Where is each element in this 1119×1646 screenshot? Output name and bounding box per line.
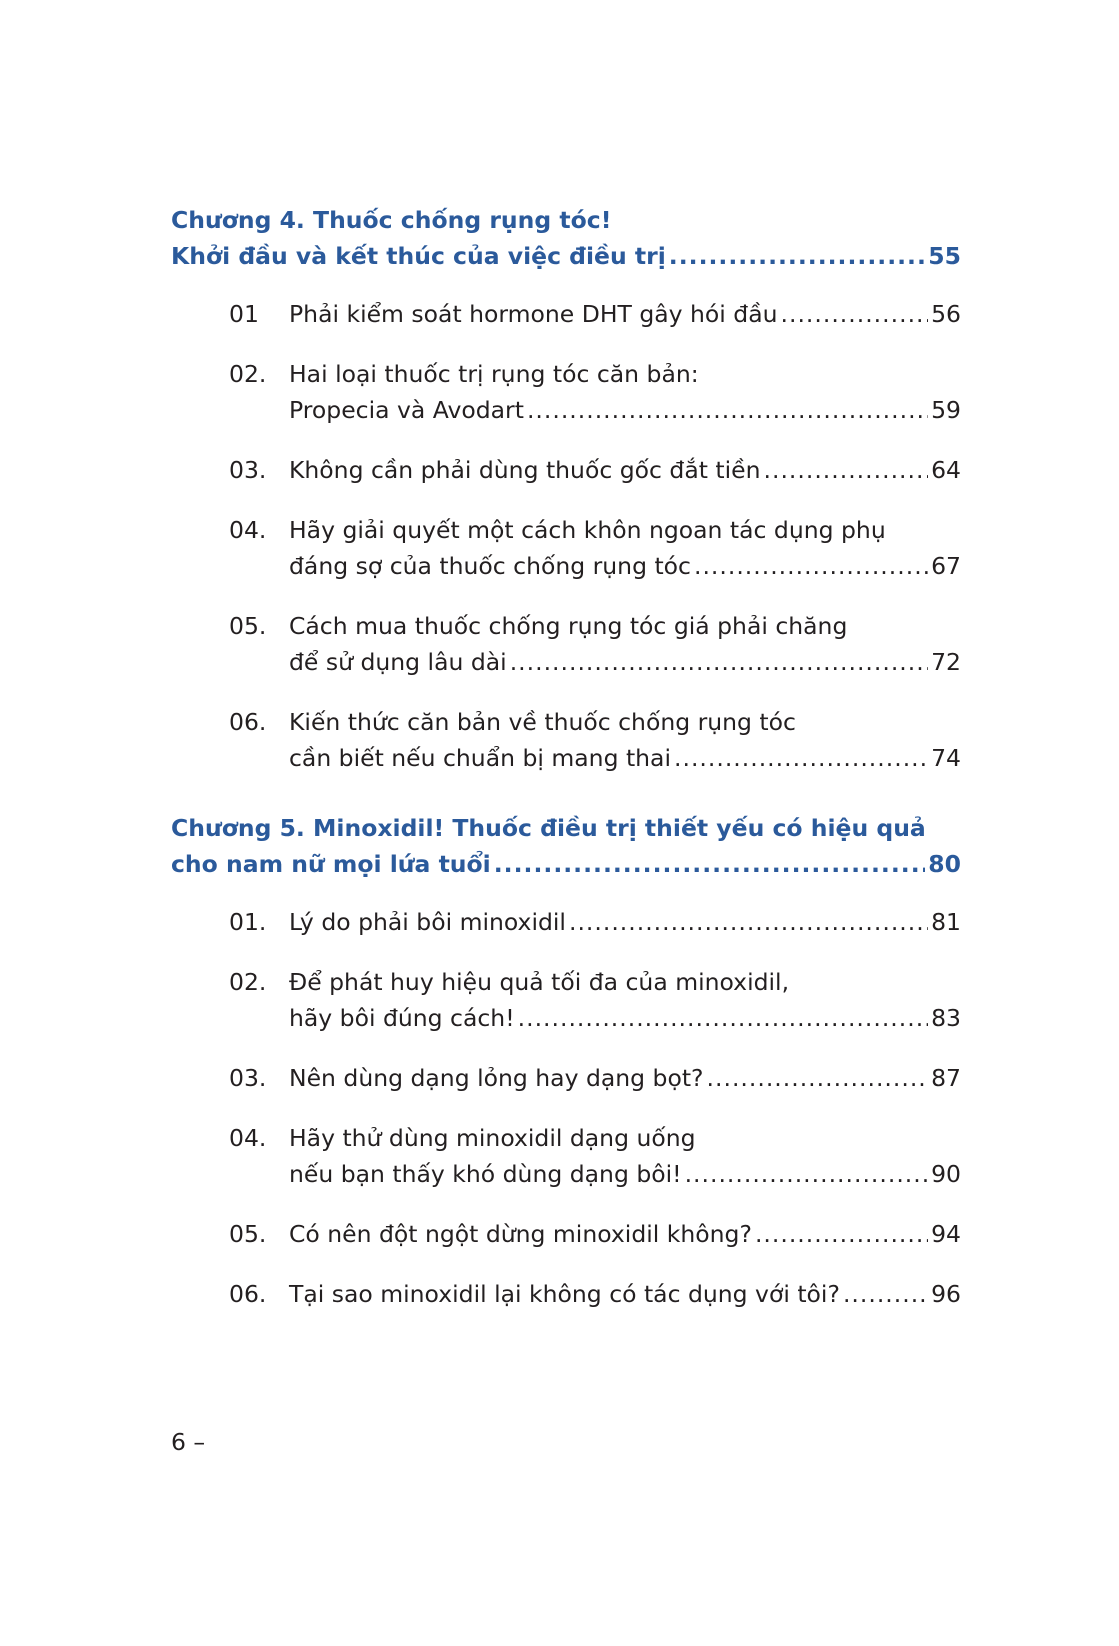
entry-leader bbox=[289, 1060, 961, 1096]
entry-page-number: 90 bbox=[931, 1160, 961, 1188]
entry-number: 04. bbox=[229, 516, 267, 544]
entry-title: Có nên đột ngột dừng minoxidil không? bbox=[289, 1220, 752, 1248]
entry-body bbox=[289, 512, 961, 584]
entry-number: 06. bbox=[229, 1280, 267, 1308]
entry-page-number: 67 bbox=[931, 552, 961, 580]
dot-leader bbox=[674, 740, 928, 776]
chapter-title-leader bbox=[171, 846, 961, 882]
entry-title-line1: Để phát huy hiệu quả tối đa của minoxidil, bbox=[289, 968, 790, 996]
entry-page-number: 72 bbox=[931, 648, 961, 676]
entry-page-number: 96 bbox=[931, 1280, 961, 1308]
dot-leader bbox=[781, 296, 929, 332]
chapter-title-line1: Chương 5. Minoxidil! Thuốc điều trị thiết yếu có hiệu quả bbox=[171, 814, 926, 842]
entry-page-number: 74 bbox=[931, 744, 961, 772]
dot-leader bbox=[764, 452, 929, 488]
toc-entry bbox=[171, 296, 961, 332]
entry-title: Không cần phải dùng thuốc gốc đắt tiền bbox=[289, 456, 761, 484]
entry-title: nếu bạn thấy khó dùng dạng bôi! bbox=[289, 1160, 682, 1188]
entry-title: Lý do phải bôi minoxidil bbox=[289, 908, 566, 936]
entry-number: 03. bbox=[229, 1064, 267, 1092]
entry-title-line1: Hãy thử dùng minoxidil dạng uống bbox=[289, 1124, 696, 1152]
entry-title: để sử dụng lâu dài bbox=[289, 648, 507, 676]
entry-leader bbox=[289, 1156, 961, 1192]
entry-title-line1: Hai loại thuốc trị rụng tóc căn bản: bbox=[289, 360, 699, 388]
chapter-title-leader bbox=[171, 238, 961, 274]
entry-number: 02. bbox=[229, 968, 267, 996]
entry-body bbox=[289, 904, 961, 940]
toc-entry bbox=[171, 704, 961, 776]
page-number-footer: 6 – bbox=[171, 1428, 206, 1456]
dot-leader bbox=[707, 1060, 929, 1096]
entry-title: cần biết nếu chuẩn bị mang thai bbox=[289, 744, 671, 772]
dot-leader bbox=[669, 238, 926, 274]
dot-leader bbox=[518, 1000, 928, 1036]
entry-leader bbox=[289, 548, 961, 584]
entry-title: hãy bôi đúng cách! bbox=[289, 1004, 515, 1032]
chapter-page-number: 55 bbox=[928, 242, 961, 270]
entry-page-number: 81 bbox=[931, 908, 961, 936]
entry-page-number: 83 bbox=[931, 1004, 961, 1032]
toc-entry bbox=[171, 356, 961, 428]
entry-number: 02. bbox=[229, 360, 267, 388]
entry-body bbox=[289, 608, 961, 680]
entry-body bbox=[289, 452, 961, 488]
chapter-title-line2: Khởi đầu và kết thúc của việc điều trị bbox=[171, 242, 666, 270]
entry-title-line1: Hãy giải quyết một cách khôn ngoan tác dụng phụ bbox=[289, 516, 886, 544]
chapter-title-line1: Chương 4. Thuốc chống rụng tóc! bbox=[171, 206, 612, 234]
entry-number: 01. bbox=[229, 908, 267, 936]
entry-title-line1: Kiến thức căn bản về thuốc chống rụng tóc bbox=[289, 708, 796, 736]
dot-leader bbox=[569, 904, 928, 940]
entry-leader bbox=[289, 904, 961, 940]
entry-leader bbox=[289, 1000, 961, 1036]
chapter-title-line2: cho nam nữ mọi lứa tuổi bbox=[171, 850, 491, 878]
toc-entry bbox=[171, 1120, 961, 1192]
entry-body bbox=[289, 1060, 961, 1096]
entry-page-number: 64 bbox=[931, 456, 961, 484]
dot-leader bbox=[694, 548, 928, 584]
dot-leader bbox=[527, 392, 928, 428]
dot-leader bbox=[510, 644, 928, 680]
entry-leader bbox=[289, 644, 961, 680]
dot-leader bbox=[494, 846, 926, 882]
entry-body bbox=[289, 704, 961, 776]
entry-title-line1: Cách mua thuốc chống rụng tóc giá phải chăng bbox=[289, 612, 848, 640]
entry-body bbox=[289, 964, 961, 1036]
entry-number: 04. bbox=[229, 1124, 267, 1152]
toc-entry bbox=[171, 512, 961, 584]
chapter-heading bbox=[171, 810, 961, 882]
entry-page-number: 94 bbox=[931, 1220, 961, 1248]
entry-body bbox=[289, 1276, 961, 1312]
toc-entry bbox=[171, 608, 961, 680]
toc-entry bbox=[171, 904, 961, 940]
entry-page-number: 59 bbox=[931, 396, 961, 424]
toc-entry bbox=[171, 1216, 961, 1252]
entry-title: Phải kiểm soát hormone DHT gây hói đầu bbox=[289, 300, 778, 328]
dot-leader bbox=[685, 1156, 929, 1192]
entry-leader bbox=[289, 296, 961, 332]
entry-title: Nên dùng dạng lỏng hay dạng bọt? bbox=[289, 1064, 704, 1092]
entry-leader bbox=[289, 1216, 961, 1252]
entry-title: Tại sao minoxidil lại không có tác dụng với tôi? bbox=[289, 1280, 840, 1308]
entry-page-number: 87 bbox=[931, 1064, 961, 1092]
toc-entry bbox=[171, 452, 961, 488]
toc-entry bbox=[171, 1060, 961, 1096]
entry-leader bbox=[289, 1276, 961, 1312]
entry-body bbox=[289, 356, 961, 428]
entry-body bbox=[289, 296, 961, 332]
entry-leader bbox=[289, 392, 961, 428]
dot-leader bbox=[843, 1276, 928, 1312]
entry-leader bbox=[289, 452, 961, 488]
entry-body bbox=[289, 1120, 961, 1192]
entry-title: đáng sợ của thuốc chống rụng tóc bbox=[289, 552, 691, 580]
entry-leader bbox=[289, 740, 961, 776]
entry-page-number: 56 bbox=[931, 300, 961, 328]
chapter-heading bbox=[171, 202, 961, 274]
chapter-page-number: 80 bbox=[928, 850, 961, 878]
entry-number: 05. bbox=[229, 1220, 267, 1248]
entry-title: Propecia và Avodart bbox=[289, 396, 524, 424]
entry-number: 06. bbox=[229, 708, 267, 736]
entry-number: 05. bbox=[229, 612, 267, 640]
entry-number: 03. bbox=[229, 456, 267, 484]
entry-body bbox=[289, 1216, 961, 1252]
toc-entry bbox=[171, 1276, 961, 1312]
dot-leader bbox=[755, 1216, 928, 1252]
toc-entry bbox=[171, 964, 961, 1036]
entry-number: 01 bbox=[229, 300, 259, 328]
table-of-contents bbox=[171, 202, 961, 1312]
